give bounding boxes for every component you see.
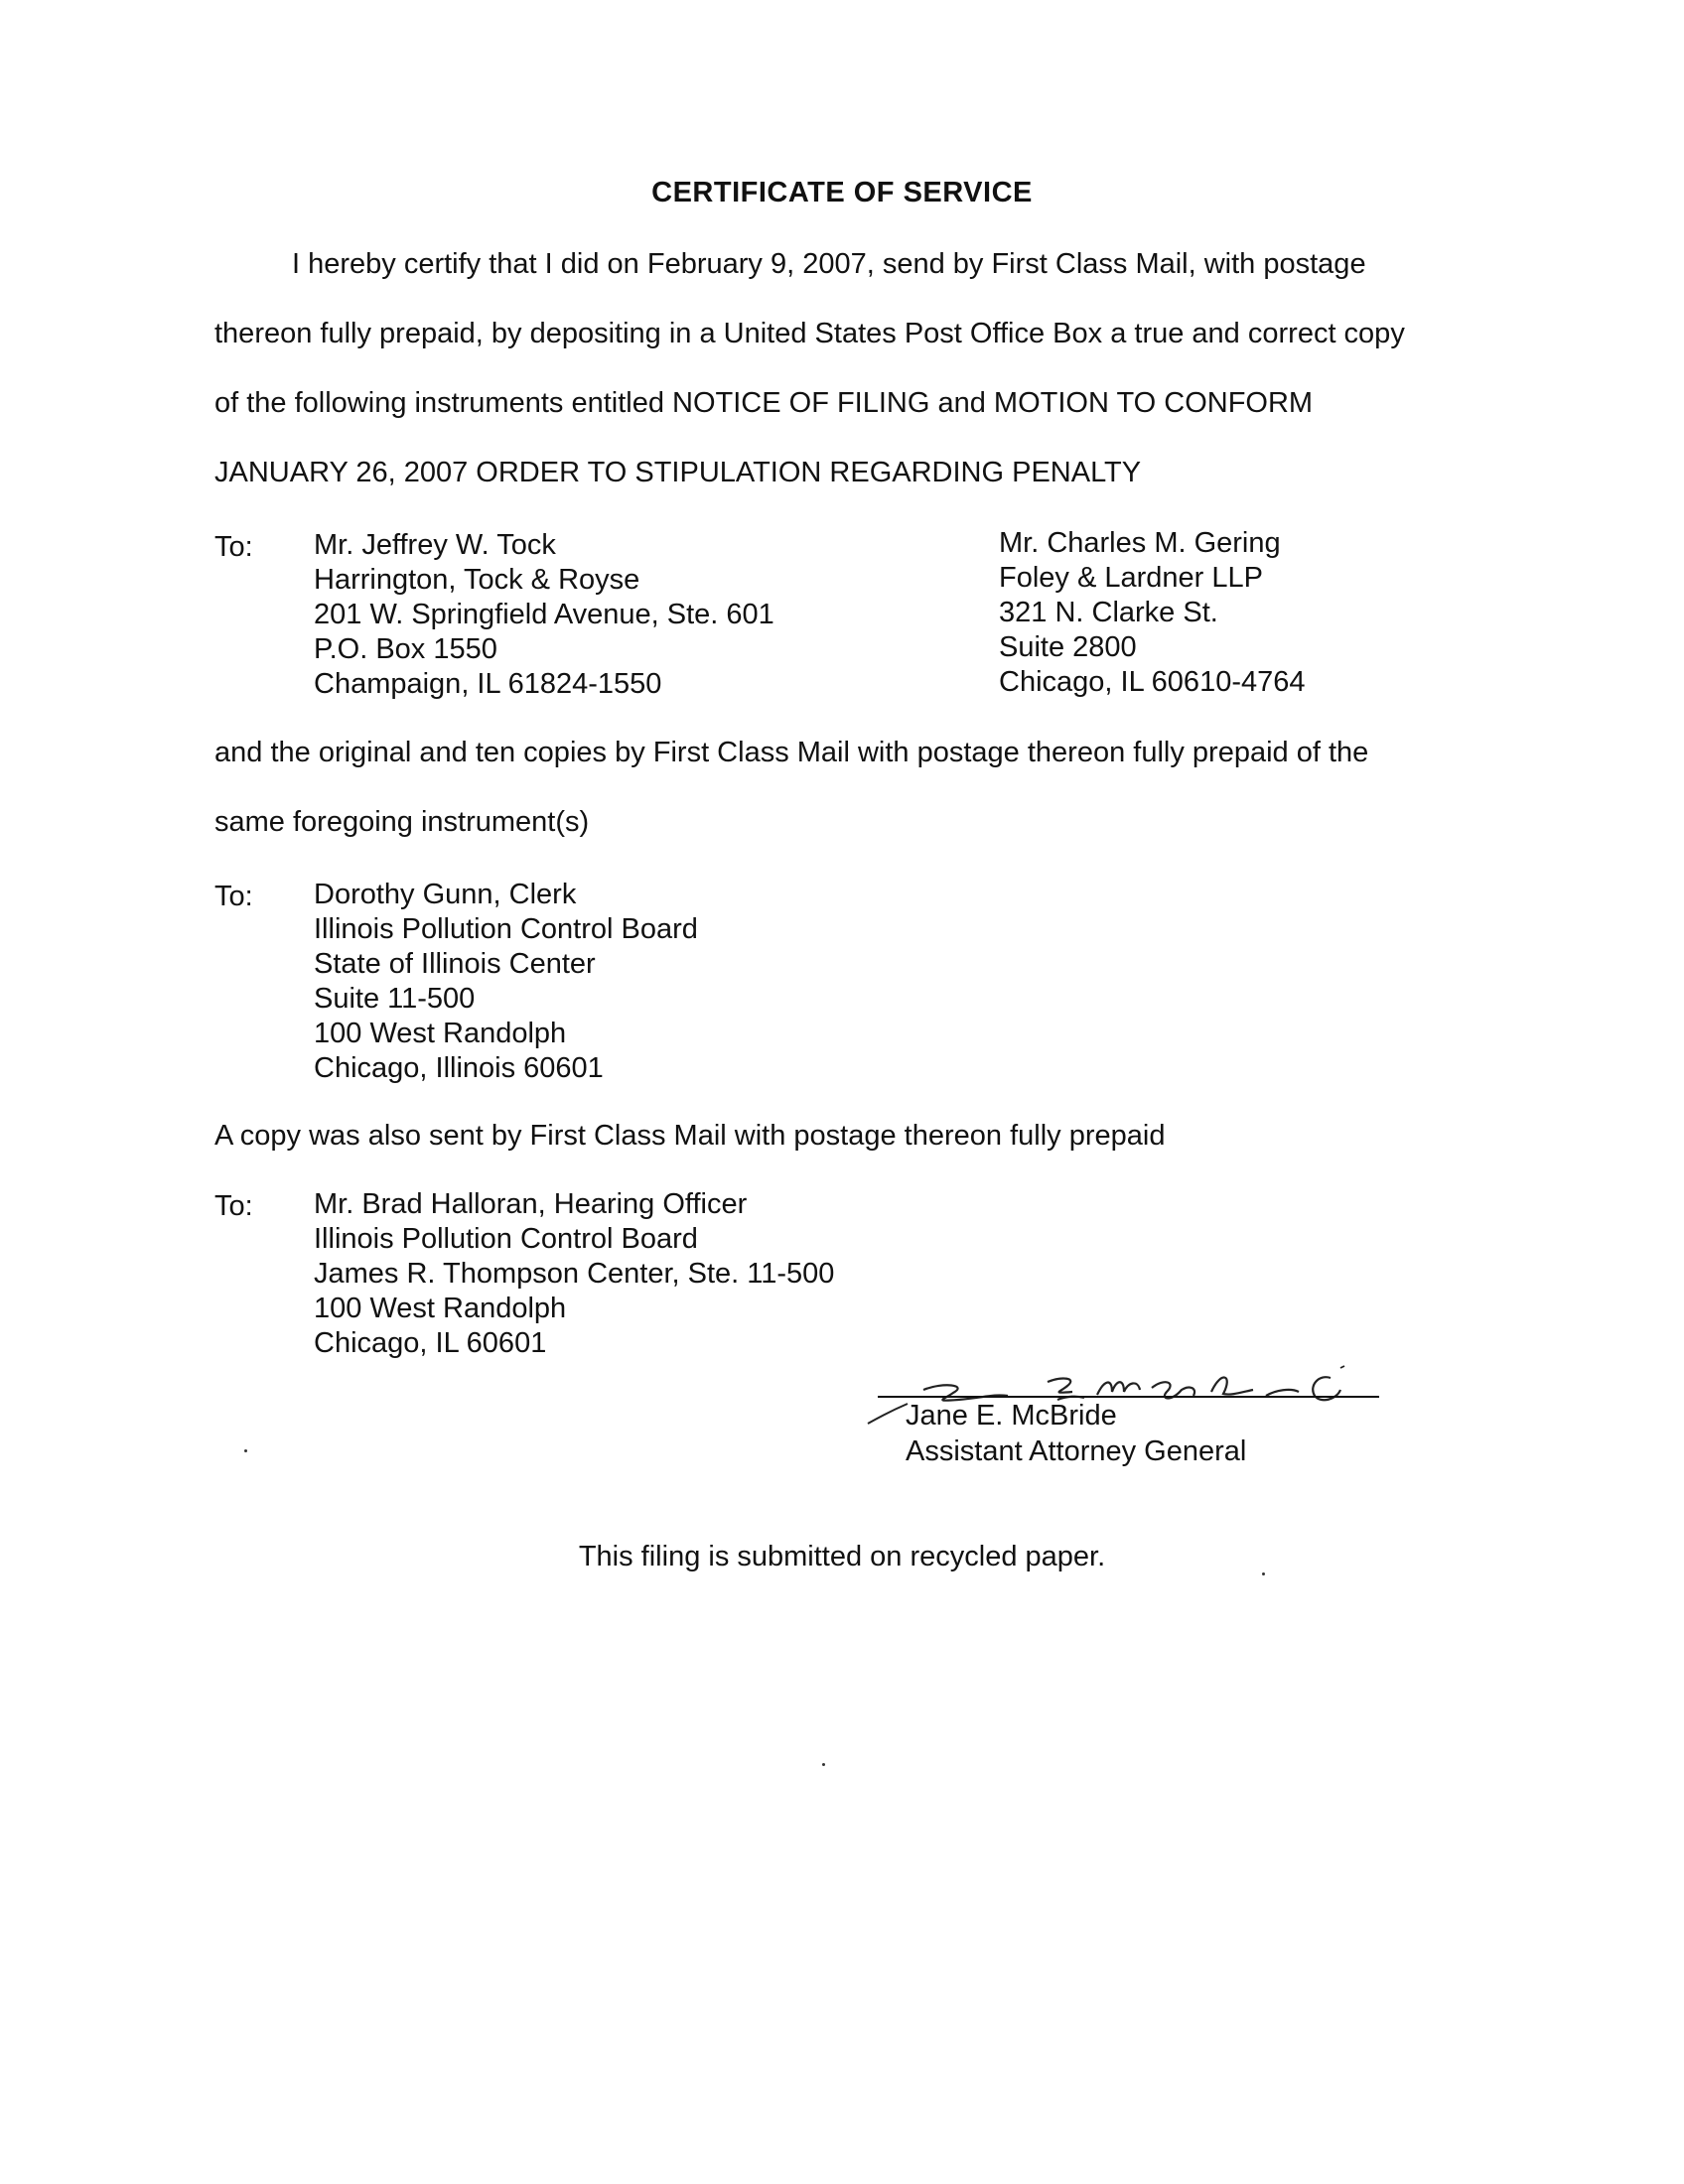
address-line: Foley & Lardner LLP <box>999 562 1263 594</box>
address-line: State of Illinois Center <box>314 948 596 980</box>
address-line: Illinois Pollution Control Board <box>314 913 698 945</box>
original-copies-line-1: and the original and ten copies by First Class Mail with postage thereon fully prepaid of the <box>214 737 1369 768</box>
to-label-first: To: <box>214 531 253 563</box>
body-line-4: JANUARY 26, 2007 ORDER TO STIPULATION REGARDING PENALTY <box>214 457 1142 488</box>
address-line: Dorothy Gunn, Clerk <box>314 879 577 910</box>
signer-name: Jane E. McBride <box>906 1400 1117 1432</box>
recipient-hearing-officer-address <box>314 1187 834 1361</box>
address-line: Harrington, Tock & Royse <box>314 564 640 596</box>
recipient-clerk-address <box>314 878 698 1086</box>
original-copies-line-2: same foregoing instrument(s) <box>214 806 590 838</box>
address-line: 321 N. Clarke St. <box>999 597 1218 628</box>
body-line-3: of the following instruments entitled NOTICE OF FILING and MOTION TO CONFORM <box>214 387 1314 419</box>
recipient-tock-address <box>314 528 774 702</box>
address-line: James R. Thompson Center, Ste. 11-500 <box>314 1258 835 1290</box>
address-line: Mr. Charles M. Gering <box>999 527 1281 559</box>
recipient-gering-address <box>999 526 1306 700</box>
scan-speck <box>822 1763 825 1766</box>
address-line: 100 West Randolph <box>314 1293 567 1324</box>
scan-speck <box>244 1449 247 1452</box>
also-sent-line: A copy was also sent by First Class Mail with postage thereon fully prepaid <box>214 1120 1166 1152</box>
recycled-paper-note: This filing is submitted on recycled paper. <box>578 1541 1106 1572</box>
address-line: Mr. Jeffrey W. Tock <box>314 529 556 561</box>
document-title: CERTIFICATE OF SERVICE <box>651 177 1033 208</box>
scan-speck <box>1262 1572 1265 1575</box>
body-line-2: thereon fully prepaid, by depositing in a United States Post Office Box a true and correct copy <box>214 318 1405 349</box>
address-line: Illinois Pollution Control Board <box>314 1223 698 1255</box>
address-line: Suite 11-500 <box>314 983 476 1015</box>
address-line: Champaign, IL 61824-1550 <box>314 668 662 700</box>
address-line: Chicago, IL 60601 <box>314 1327 547 1359</box>
signer-role: Assistant Attorney General <box>906 1435 1247 1467</box>
signer-block <box>906 1398 1246 1469</box>
address-line: Mr. Brad Halloran, Hearing Officer <box>314 1188 748 1220</box>
to-label-hearing: To: <box>214 1190 253 1222</box>
address-line: P.O. Box 1550 <box>314 633 497 665</box>
address-line: Chicago, IL 60610-4764 <box>999 666 1306 698</box>
address-line: 201 W. Springfield Avenue, Ste. 601 <box>314 599 774 630</box>
address-line: Suite 2800 <box>999 631 1137 663</box>
body-line-1: I hereby certify that I did on February 9, 2007, send by First Class Mail, with postage <box>292 248 1366 280</box>
address-line: 100 West Randolph <box>314 1018 567 1049</box>
address-line: Chicago, Illinois 60601 <box>314 1052 604 1084</box>
to-label-clerk: To: <box>214 881 253 912</box>
